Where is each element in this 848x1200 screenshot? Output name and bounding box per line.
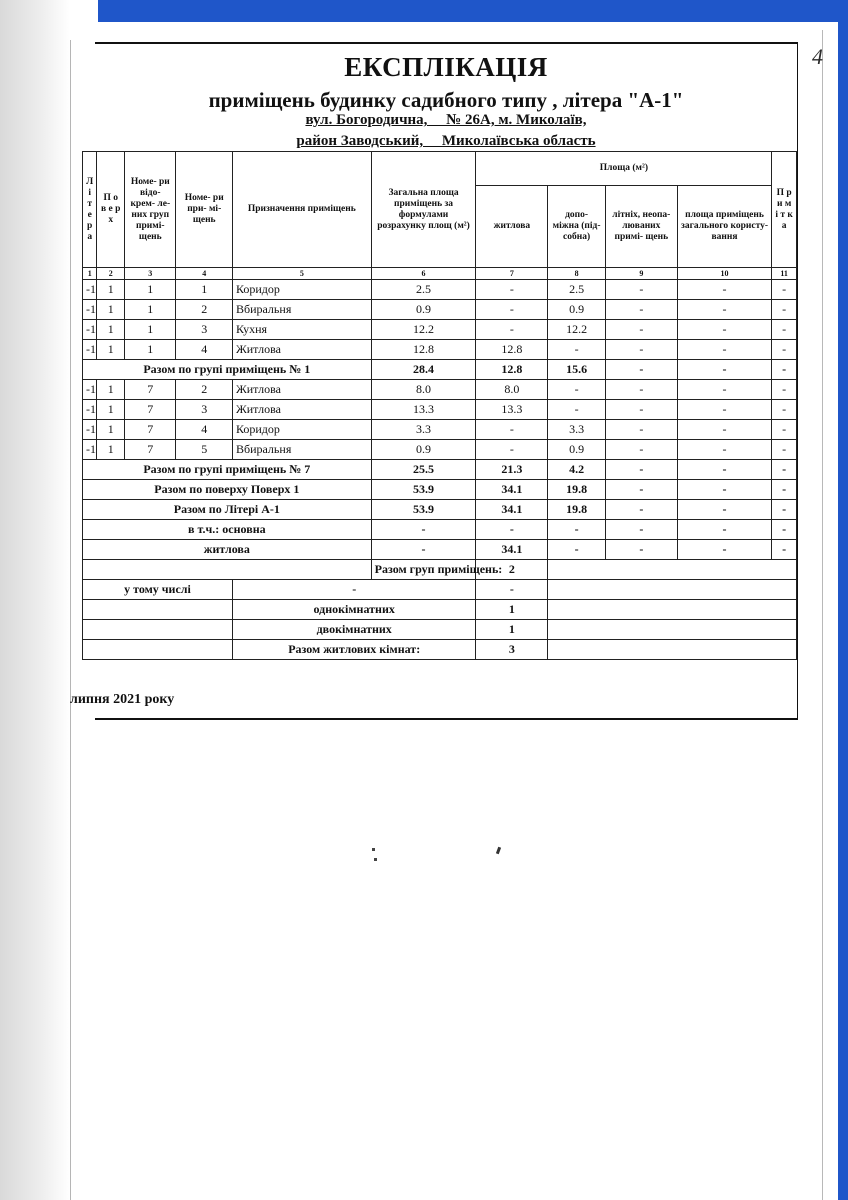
cell-note: - (772, 320, 797, 340)
summary-two-room-row (83, 620, 797, 640)
cell-common: - (677, 400, 772, 420)
cell-summer: - (605, 500, 677, 520)
table-row (83, 340, 797, 360)
incl-main-row (83, 520, 797, 540)
cell-summer: - (605, 420, 677, 440)
header-living: житлова (476, 186, 548, 268)
cell-total: 12.8 (371, 340, 476, 360)
cell-purpose: Житлова (232, 340, 371, 360)
header-note: П р и м і т к а (772, 152, 797, 268)
col-num: 11 (772, 268, 797, 280)
group-total-label: Разом по групі приміщень № 1 (83, 360, 372, 380)
col-num: 4 (176, 268, 233, 280)
cell-room: 3 (176, 400, 233, 420)
cell-common: - (677, 480, 772, 500)
scan-speck (374, 858, 377, 861)
cell-common: - (677, 440, 772, 460)
table-row (83, 400, 797, 420)
cell-room: 1 (176, 280, 233, 300)
cell-purpose: Житлова (232, 380, 371, 400)
header-purpose: Призначення приміщень (232, 152, 371, 268)
cell-purpose: Вбиральня (232, 440, 371, 460)
cell-summer: - (605, 460, 677, 480)
document-subtitle: приміщень будинку садибного типу , літера "А-1" (208, 88, 684, 112)
cell-note: - (772, 380, 797, 400)
cell-note: - (772, 520, 797, 540)
summary-incl-label: у тому числі (83, 580, 233, 600)
cell-aux: - (548, 520, 606, 540)
floor-total-label: Разом по поверху Поверх 1 (83, 480, 372, 500)
cell-summer: - (605, 480, 677, 500)
cell-room: 4 (176, 340, 233, 360)
cell-living: - (476, 420, 548, 440)
cell-summer: - (605, 340, 677, 360)
cell-aux: 3.3 (548, 420, 606, 440)
cell-living: 34.1 (476, 540, 548, 560)
cell-common: - (677, 300, 772, 320)
header-letter: Л і т е р а (83, 152, 97, 268)
cell-aux: - (548, 400, 606, 420)
cell-note: - (772, 300, 797, 320)
cell-note: - (772, 400, 797, 420)
incl-main-label: в т.ч.: основна (83, 520, 372, 540)
cell-common: - (677, 320, 772, 340)
summary-living-rooms-label: Разом житлових кімнат: (232, 640, 475, 660)
cell-letter: -1 (83, 380, 97, 400)
cell-living: - (476, 520, 548, 540)
cell-aux: 4.2 (548, 460, 606, 480)
cell-aux: 0.9 (548, 440, 606, 460)
summary-empty (548, 620, 797, 640)
cell-note: - (772, 440, 797, 460)
page-edge-line (822, 30, 823, 1200)
cell-common: - (677, 500, 772, 520)
cell-living: - (476, 280, 548, 300)
floor-total-row (83, 480, 797, 500)
document-title: ЕКСПЛІКАЦІЯ (344, 52, 548, 82)
header-common: площа приміщень загального користу- вання (677, 186, 772, 268)
summary-empty (548, 560, 797, 580)
cell-common: - (677, 460, 772, 480)
cell-total: 12.2 (371, 320, 476, 340)
cell-living: - (476, 320, 548, 340)
summary-empty (83, 560, 372, 580)
cell-letter: -1 (83, 320, 97, 340)
cell-note: - (772, 360, 797, 380)
cell-living: - (476, 440, 548, 460)
col-num: 10 (677, 268, 772, 280)
header-floor: П о в е р х (97, 152, 125, 268)
cell-purpose: Коридор (232, 420, 371, 440)
col-num: 2 (97, 268, 125, 280)
address-line-2: район Заводський, Миколаївська область (296, 133, 596, 149)
header-room-numbers: Номе- ри при- мі- щень (176, 152, 233, 268)
table-row (83, 440, 797, 460)
cell-floor: 1 (97, 300, 125, 320)
cell-common: - (677, 360, 772, 380)
header-total-area: Загальна площа приміщень за формулами розрахунку площ (м²) (371, 152, 476, 268)
col-num: 1 (83, 268, 97, 280)
cell-note: - (772, 460, 797, 480)
cell-summer: - (605, 400, 677, 420)
cell-total: 53.9 (371, 480, 476, 500)
cell-letter: -1 (83, 300, 97, 320)
cell-living: 34.1 (476, 480, 548, 500)
explication-table (82, 151, 797, 660)
cell-living: 12.8 (476, 340, 548, 360)
cell-summer: - (605, 320, 677, 340)
summary-incl-row (83, 580, 797, 600)
address-line-1: вул. Богородична, № 26А, м. Миколаїв, (305, 112, 587, 128)
cell-common: - (677, 380, 772, 400)
cell-aux: - (548, 340, 606, 360)
summary-empty (548, 640, 797, 660)
cell-letter: -1 (83, 280, 97, 300)
cell-living: 21.3 (476, 460, 548, 480)
cell-aux: 0.9 (548, 300, 606, 320)
summary-incl-dash: - (232, 580, 475, 600)
blue-cover-top (98, 0, 848, 22)
col-num: 8 (548, 268, 606, 280)
cell-floor: 1 (97, 280, 125, 300)
column-number-row (83, 268, 797, 280)
cell-letter: -1 (83, 440, 97, 460)
cell-aux: 15.6 (548, 360, 606, 380)
group-1-total-row (83, 360, 797, 380)
cell-note: - (772, 540, 797, 560)
cell-room: 3 (176, 320, 233, 340)
group-total-label: Разом по групі приміщень № 7 (83, 460, 372, 480)
cell-summer: - (605, 360, 677, 380)
summary-two-room-value: 1 (476, 620, 548, 640)
cell-floor: 1 (97, 420, 125, 440)
cell-aux: - (548, 540, 606, 560)
cell-letter: -1 (83, 400, 97, 420)
cell-aux: 19.8 (548, 480, 606, 500)
cell-note: - (772, 340, 797, 360)
col-num: 9 (605, 268, 677, 280)
cell-group: 1 (125, 320, 176, 340)
summary-empty (548, 600, 797, 620)
cell-group: 7 (125, 420, 176, 440)
summary-groups-value: 2 (476, 560, 548, 580)
cell-total: 3.3 (371, 420, 476, 440)
table-row (83, 380, 797, 400)
cell-letter: -1 (83, 420, 97, 440)
cell-summer: - (605, 300, 677, 320)
header-area-group: Площа (м²) (476, 152, 772, 186)
col-num: 3 (125, 268, 176, 280)
incl-living-label: житлова (83, 540, 372, 560)
document-date: липня 2021 року (70, 692, 175, 707)
cell-group: 7 (125, 380, 176, 400)
summary-one-room-row (83, 600, 797, 620)
cell-living: 13.3 (476, 400, 548, 420)
summary-incl-dash: - (476, 580, 548, 600)
blue-cover-right (838, 0, 848, 1200)
cell-aux: 12.2 (548, 320, 606, 340)
cell-room: 5 (176, 440, 233, 460)
cell-summer: - (605, 520, 677, 540)
cell-purpose: Житлова (232, 400, 371, 420)
header-auxiliary: допо- міжна (під- собна) (548, 186, 606, 268)
cell-total: 0.9 (371, 440, 476, 460)
cell-living: 34.1 (476, 500, 548, 520)
cell-common: - (677, 520, 772, 540)
cell-summer: - (605, 540, 677, 560)
cell-purpose: Вбиральня (232, 300, 371, 320)
cell-total: 25.5 (371, 460, 476, 480)
cell-living: - (476, 300, 548, 320)
cell-group: 1 (125, 280, 176, 300)
cell-floor: 1 (97, 320, 125, 340)
cell-aux: 19.8 (548, 500, 606, 520)
cell-purpose: Кухня (232, 320, 371, 340)
cell-note: - (772, 480, 797, 500)
cell-common: - (677, 340, 772, 360)
table-row (83, 300, 797, 320)
cell-common: - (677, 280, 772, 300)
cell-common: - (677, 540, 772, 560)
cell-common: - (677, 420, 772, 440)
summary-empty (548, 580, 797, 600)
cell-living: 12.8 (476, 360, 548, 380)
scan-fold-line (70, 40, 71, 1200)
cell-note: - (772, 500, 797, 520)
cell-room: 2 (176, 300, 233, 320)
col-num: 5 (232, 268, 371, 280)
cell-purpose: Коридор (232, 280, 371, 300)
cell-total: 2.5 (371, 280, 476, 300)
col-num: 6 (371, 268, 476, 280)
summary-empty (83, 620, 233, 640)
summary-one-room-value: 1 (476, 600, 548, 620)
scan-speck (372, 848, 375, 851)
cell-total: - (371, 520, 476, 540)
scan-speck (496, 847, 501, 855)
cell-floor: 1 (97, 400, 125, 420)
cell-group: 1 (125, 300, 176, 320)
scan-left-margin (0, 0, 70, 1200)
cell-group: 7 (125, 400, 176, 420)
summary-one-room-label: однокімнатних (232, 600, 475, 620)
incl-living-row (83, 540, 797, 560)
cell-living: 8.0 (476, 380, 548, 400)
cell-total: 53.9 (371, 500, 476, 520)
summary-living-rooms-row (83, 640, 797, 660)
cell-group: 1 (125, 340, 176, 360)
cell-total: 8.0 (371, 380, 476, 400)
table-row (83, 280, 797, 300)
col-num: 7 (476, 268, 548, 280)
cell-summer: - (605, 380, 677, 400)
summary-two-room-label: двокімнатних (232, 620, 475, 640)
cell-room: 4 (176, 420, 233, 440)
summary-groups-row (83, 560, 797, 580)
group-7-total-row (83, 460, 797, 480)
cell-group: 7 (125, 440, 176, 460)
cell-total: 0.9 (371, 300, 476, 320)
page-number: 4 (812, 44, 823, 69)
cell-floor: 1 (97, 340, 125, 360)
cell-letter: -1 (83, 340, 97, 360)
cell-summer: - (605, 440, 677, 460)
summary-empty (83, 640, 233, 660)
cell-note: - (772, 280, 797, 300)
summary-empty (83, 600, 233, 620)
summary-living-rooms-value: 3 (476, 640, 548, 660)
summary-groups-label: Разом груп приміщень: (371, 560, 476, 580)
cell-summer: - (605, 280, 677, 300)
header-groups: Номе- ри відо- крем- ле- них груп примі- щень (125, 152, 176, 268)
table-row (83, 320, 797, 340)
table-row (83, 420, 797, 440)
cell-total: 28.4 (371, 360, 476, 380)
header-summer: літніх, неопа- люваних примі- щень (605, 186, 677, 268)
cell-aux: 2.5 (548, 280, 606, 300)
letter-total-row (83, 500, 797, 520)
cell-floor: 1 (97, 380, 125, 400)
cell-aux: - (548, 380, 606, 400)
letter-total-label: Разом по Літері А-1 (83, 500, 372, 520)
cell-room: 2 (176, 380, 233, 400)
cell-total: - (371, 540, 476, 560)
cell-total: 13.3 (371, 400, 476, 420)
cell-floor: 1 (97, 440, 125, 460)
cell-note: - (772, 420, 797, 440)
